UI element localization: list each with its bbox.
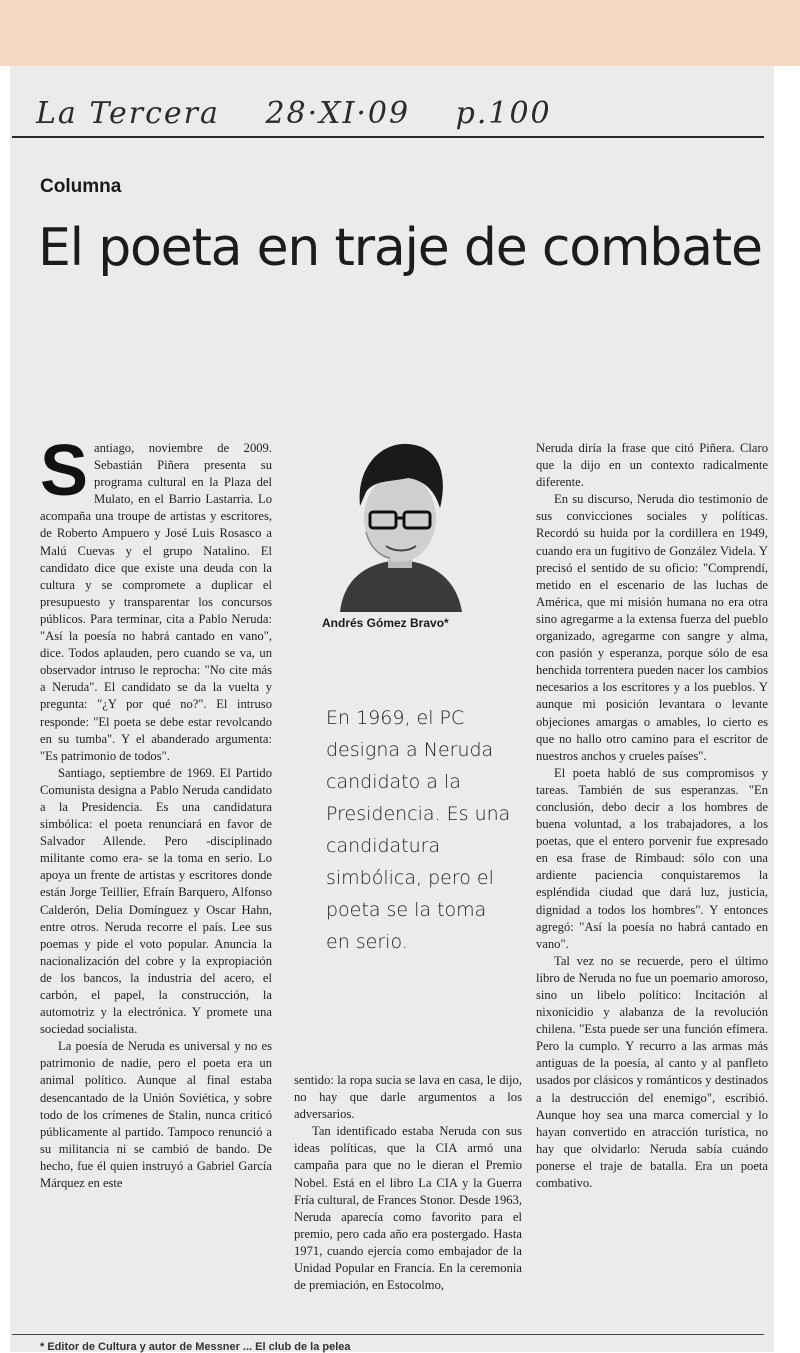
paragraph-9: Tal vez no se recuerde, pero el último libro de Neruda no fue un poemario amoroso, sino un libelo político: Incitación al nixonicidio y alabanza de la revolución chilena. "Esta puede ser una función efímera. Pero la cumplo. Y recurro a las armas más antiguas de la poesía, al canto y al panfleto usados por clásicos y románticos y destinados a la destrucción del enemigo", escribió. Aunque hoy sea una marca comercial y lo hayan convertido en atracción turística, no hay que olvidarlo: Neruda sabía cuándo ponerse el traje de batalla. Era un poeta combativo.	[536, 953, 768, 1191]
headline: El poeta en traje de combate	[38, 218, 762, 278]
paragraph-7: En su discurso, Neruda dio testimonio de sus convicciones sociales y políticas. Recordó su huida por la cordillera en 1949, cuando era un fugitivo de González Videla. Y precisó el sentido de su oficio: "Comprendí, metido en el escenario de las luchas de América, que mi misión humana no era otra sino agregarme a la extensa fuerza del pueblo organizado, agregarme con sangre y alma, con pasión y esperanza, porque sólo de esa henchida torrentera pueden nacer los cambios necesarios a los escritores y a los pueblos. Y aunque mi posición levantara o levante objeciones amargas o amables, lo cierto es que no hallo otro camino para el escritor de nuestros anchos y crueles países".	[536, 492, 768, 763]
handwritten-annotation	[36, 96, 596, 136]
drop-cap: S	[40, 431, 89, 511]
pull-quote: En 1969, el PC designa a Neruda candidato a la Presidencia. Es una candidatura simbólica, pero el poeta se la toma en serio.	[326, 707, 511, 953]
author-byline: Andrés Gómez Bravo*	[322, 616, 449, 630]
paragraph-2: Santiago, septiembre de 1969. El Partido Comunista designa a Pablo Neruda candidato a la Presidencia. Es una candidatura simbólica: el poeta renunciará en favor de Salvador Allende. Pero -disciplinado militante como era- se la toma en serio. Lo apoya un frente de artistas y escritores donde están Jorge Teillier, Efraín Barquero, Alfonso Calderón, Delia Domínguez y Oscar Hahn, entre otros. Neruda recorre el país. Lee sus poemas y pide el voto popular. Anuncia la nacionalización del cobre y la expropiación de los bancos, la industria del acero, el carbón, el papel, la construcción, la automotriz y la electrónica. Y promete una sociedad socialista.	[40, 765, 272, 1037]
column-1	[40, 431, 272, 1192]
paragraph-3: La poesía de Neruda es universal y no es patrimonio de nadie, pero el poeta era un animal político. Aunque al final estaba desencantado de la Unión Soviética, y sobre todo de los crímenes de Stalin, nunca criticó públicamente al partido. Tampoco renunció a su militancia ni se cambió de bando. De hecho, fue él quien instruyó a Gabriel García Márquez en este	[40, 1039, 272, 1191]
handwritten-date: 28·XI·09	[265, 96, 411, 131]
top-rule	[12, 136, 764, 138]
paragraph-5: Tan identificado estaba Neruda con sus ideas políticas, que la CIA armó una campaña para que no le dieran el Premio Nobel. Está en el libro La CIA y la Guerra Fría cultural, de Frances Stonor. Desde 1963, Neruda aparecía como favorito para el premio, pero cada año era postergado. Hasta 1971, cuando ejercía como embajador de la Unidad Popular en Francia. En la ceremonia de premiación, en Estocolmo,	[294, 1124, 522, 1293]
handwritten-page: p.100	[455, 96, 552, 131]
bottom-rule	[12, 1334, 764, 1335]
scan-top-band	[0, 0, 800, 66]
footer-fragment: * Editor de Cultura y autor de Messner ... El club de la pelea	[40, 1341, 351, 1353]
section-label: Columna	[40, 176, 122, 197]
handwritten-source: La Tercera	[36, 96, 220, 131]
paragraph-8: El poeta habló de sus compromisos y tareas. También de sus esperanzas. "En conclusión, debo decir a los hombres de buena voluntad, a los trabajadores, a los poetas, que el entero porvenir fue expresado en esa frase de Rimbaud: sólo con una ardiente paciencia conquistaremos la espléndida ciudad que dará luz, justicia, dignidad a todos los hombres". Y entonces agregó: "Así la poesía no habrá cantado en vano".	[536, 765, 768, 951]
paragraph-6: Neruda diría la frase que citó Piñera. Claro que la dijo en un contexto radicalmente diferente.	[536, 441, 768, 490]
paragraph-1: Santiago, noviembre de 2009. Sebastián Piñera presenta su programa cultural en la Plaza del Mulato, en el Barrio Lastarria. Lo acompaña una troupe de artistas y escritores, de Roberto Ampuero y José Luis Rosasco a Malú Cuevas y el grupo Natalino. El candidato dice que existe una deuda con la cultura y se compromete a duplicar el presupuesto y transparentar los concursos públicos. Para terminar, cita a Pablo Neruda: "Así la poesía no habrá cantado en vano", dice. Todos aplauden, pero cuando se va, un observador intruso le reprocha: "No cite más a Neruda". El candidato se da la vuelta y pregunta: "¿Y por qué no?". El intruso responde: "El poeta se debe estar revolcando en su tumba". Y el abanderado argumenta: "Es patrimonio de todos".	[40, 431, 272, 763]
column-2	[294, 1072, 522, 1294]
column-3	[536, 440, 768, 1192]
author-portrait-illustration	[330, 436, 470, 612]
paragraph-4: sentido: la ropa sucia se lava en casa, le dijo, no hay que darle argumentos a los adversarios.	[294, 1073, 522, 1122]
